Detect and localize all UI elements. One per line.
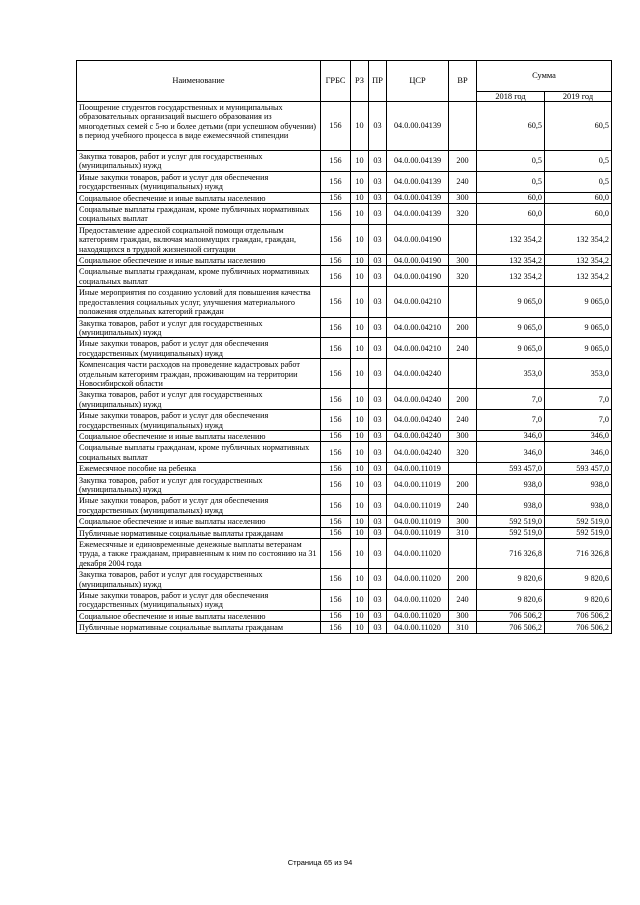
row-sum-2019: 706 506,2	[545, 610, 612, 621]
row-name: Закупка товаров, работ и услуг для государственных (муниципальных) нужд	[77, 569, 321, 590]
row-rz: 10	[351, 410, 369, 431]
row-name: Иные закупки товаров, работ и услуг для обеспечения государственных (муниципальных) нужд	[77, 338, 321, 359]
row-pr: 03	[369, 539, 387, 569]
row-vr: 320	[449, 442, 477, 463]
row-name: Социальные выплаты гражданам, кроме публичных нормативных социальных выплат	[77, 266, 321, 287]
row-grbs: 156	[321, 224, 351, 254]
row-pr: 03	[369, 338, 387, 359]
row-rz: 10	[351, 622, 369, 633]
row-vr: 200	[449, 317, 477, 338]
row-grbs: 156	[321, 266, 351, 287]
row-name: Социальные выплаты гражданам, кроме публичных нормативных социальных выплат	[77, 204, 321, 225]
row-rz: 10	[351, 569, 369, 590]
row-csr: 04.0.00.11019	[387, 516, 449, 527]
row-sum-2018: 346,0	[477, 442, 545, 463]
row-name: Закупка товаров, работ и услуг для государственных (муниципальных) нужд	[77, 151, 321, 172]
row-pr: 03	[369, 495, 387, 516]
row-sum-2019: 0,5	[545, 151, 612, 172]
table-row	[77, 287, 612, 317]
row-grbs: 156	[321, 389, 351, 410]
header-year-2018: 2018 год	[477, 92, 545, 102]
row-vr: 240	[449, 171, 477, 192]
table-row	[77, 359, 612, 389]
row-sum-2019: 592 519,0	[545, 516, 612, 527]
table-row	[77, 474, 612, 495]
row-name: Социальное обеспечение и иные выплаты населению	[77, 430, 321, 441]
row-csr: 04.0.00.11019	[387, 527, 449, 538]
row-grbs: 156	[321, 622, 351, 633]
row-name: Иные закупки товаров, работ и услуг для обеспечения государственных (муниципальных) нужд	[77, 171, 321, 192]
row-rz: 10	[351, 287, 369, 317]
row-sum-2019: 60,0	[545, 192, 612, 203]
row-vr: 310	[449, 622, 477, 633]
row-sum-2018: 938,0	[477, 474, 545, 495]
row-sum-2018: 938,0	[477, 495, 545, 516]
row-grbs: 156	[321, 442, 351, 463]
row-sum-2019: 132 354,2	[545, 224, 612, 254]
row-rz: 10	[351, 527, 369, 538]
row-pr: 03	[369, 569, 387, 590]
row-grbs: 156	[321, 317, 351, 338]
row-name: Компенсация части расходов на проведение кадастровых работ отдельным категориям граждан, проживающим на территории Новосибирской области	[77, 359, 321, 389]
table-row	[77, 204, 612, 225]
table-row	[77, 442, 612, 463]
row-vr	[449, 463, 477, 474]
row-name: Закупка товаров, работ и услуг для государственных (муниципальных) нужд	[77, 389, 321, 410]
header-vr: ВР	[449, 61, 477, 102]
row-sum-2019: 7,0	[545, 389, 612, 410]
row-sum-2019: 132 354,2	[545, 266, 612, 287]
row-rz: 10	[351, 359, 369, 389]
row-name: Социальное обеспечение и иные выплаты населению	[77, 516, 321, 527]
row-rz: 10	[351, 590, 369, 611]
row-pr: 03	[369, 102, 387, 151]
row-vr: 240	[449, 410, 477, 431]
row-rz: 10	[351, 224, 369, 254]
row-pr: 03	[369, 204, 387, 225]
table-row	[77, 430, 612, 441]
header-grbs: ГРБС	[321, 61, 351, 102]
budget-table-sheet	[76, 60, 611, 634]
table-row	[77, 151, 612, 172]
row-csr: 04.0.00.11020	[387, 569, 449, 590]
header-name: Наименование	[77, 61, 321, 102]
table-row	[77, 389, 612, 410]
row-name: Публичные нормативные социальные выплаты гражданам	[77, 622, 321, 633]
row-sum-2018: 592 519,0	[477, 516, 545, 527]
row-pr: 03	[369, 317, 387, 338]
row-pr: 03	[369, 359, 387, 389]
row-pr: 03	[369, 527, 387, 538]
table-row	[77, 192, 612, 203]
row-csr: 04.0.00.04210	[387, 338, 449, 359]
row-name: Иные закупки товаров, работ и услуг для обеспечения государственных (муниципальных) нужд	[77, 590, 321, 611]
row-name: Закупка товаров, работ и услуг для государственных (муниципальных) нужд	[77, 474, 321, 495]
row-vr: 240	[449, 495, 477, 516]
row-vr: 310	[449, 527, 477, 538]
row-rz: 10	[351, 539, 369, 569]
row-pr: 03	[369, 255, 387, 266]
row-sum-2018: 9 065,0	[477, 338, 545, 359]
row-rz: 10	[351, 151, 369, 172]
row-sum-2019: 593 457,0	[545, 463, 612, 474]
row-vr: 320	[449, 204, 477, 225]
row-grbs: 156	[321, 474, 351, 495]
row-sum-2018: 9 820,6	[477, 590, 545, 611]
row-vr: 240	[449, 338, 477, 359]
row-grbs: 156	[321, 171, 351, 192]
row-sum-2018: 60,0	[477, 192, 545, 203]
row-grbs: 156	[321, 516, 351, 527]
row-csr: 04.0.00.04139	[387, 151, 449, 172]
table-row	[77, 463, 612, 474]
row-csr: 04.0.00.04210	[387, 287, 449, 317]
row-sum-2019: 60,5	[545, 102, 612, 151]
row-rz: 10	[351, 442, 369, 463]
table-row	[77, 410, 612, 431]
row-sum-2018: 132 354,2	[477, 224, 545, 254]
row-pr: 03	[369, 151, 387, 172]
row-pr: 03	[369, 410, 387, 431]
row-sum-2019: 716 326,8	[545, 539, 612, 569]
row-vr: 240	[449, 590, 477, 611]
row-sum-2019: 346,0	[545, 442, 612, 463]
row-sum-2018: 9 820,6	[477, 569, 545, 590]
row-csr: 04.0.00.04240	[387, 430, 449, 441]
page-footer: Страница 65 из 94	[287, 858, 353, 867]
row-grbs: 156	[321, 430, 351, 441]
row-pr: 03	[369, 622, 387, 633]
row-csr: 04.0.00.04240	[387, 442, 449, 463]
row-name: Социальное обеспечение и иные выплаты населению	[77, 192, 321, 203]
row-grbs: 156	[321, 569, 351, 590]
row-name: Социальное обеспечение и иные выплаты населению	[77, 255, 321, 266]
row-vr: 320	[449, 266, 477, 287]
row-grbs: 156	[321, 151, 351, 172]
row-pr: 03	[369, 463, 387, 474]
table-row	[77, 539, 612, 569]
row-rz: 10	[351, 389, 369, 410]
row-grbs: 156	[321, 192, 351, 203]
row-pr: 03	[369, 192, 387, 203]
row-grbs: 156	[321, 539, 351, 569]
row-vr	[449, 224, 477, 254]
row-vr: 200	[449, 151, 477, 172]
row-grbs: 156	[321, 359, 351, 389]
row-name: Социальные выплаты гражданам, кроме публичных нормативных социальных выплат	[77, 442, 321, 463]
row-sum-2018: 9 065,0	[477, 317, 545, 338]
row-sum-2018: 706 506,2	[477, 610, 545, 621]
row-csr: 04.0.00.04190	[387, 224, 449, 254]
row-name: Предоставление адресной социальной помощи отдельным категориям граждан, включая малоимущих граждан, граждан, находящихся в трудной жизненной ситуации	[77, 224, 321, 254]
row-sum-2018: 60,0	[477, 204, 545, 225]
table-body	[77, 102, 612, 634]
row-vr	[449, 287, 477, 317]
row-rz: 10	[351, 338, 369, 359]
row-name: Публичные нормативные социальные выплаты гражданам	[77, 527, 321, 538]
row-sum-2019: 592 519,0	[545, 527, 612, 538]
row-grbs: 156	[321, 255, 351, 266]
row-sum-2019: 9 065,0	[545, 317, 612, 338]
row-sum-2018: 132 354,2	[477, 255, 545, 266]
row-sum-2018: 716 326,8	[477, 539, 545, 569]
row-name: Социальное обеспечение и иные выплаты населению	[77, 610, 321, 621]
header-rz: РЗ	[351, 61, 369, 102]
row-sum-2018: 593 457,0	[477, 463, 545, 474]
row-grbs: 156	[321, 590, 351, 611]
table-row	[77, 516, 612, 527]
row-pr: 03	[369, 590, 387, 611]
row-sum-2018: 353,0	[477, 359, 545, 389]
row-rz: 10	[351, 266, 369, 287]
row-grbs: 156	[321, 463, 351, 474]
row-pr: 03	[369, 474, 387, 495]
row-csr: 04.0.00.04139	[387, 102, 449, 151]
row-sum-2018: 60,5	[477, 102, 545, 151]
table-row	[77, 590, 612, 611]
table-row	[77, 102, 612, 151]
row-csr: 04.0.00.04240	[387, 410, 449, 431]
row-sum-2018: 0,5	[477, 171, 545, 192]
row-csr: 04.0.00.04190	[387, 266, 449, 287]
row-name: Ежемесячное пособие на ребенка	[77, 463, 321, 474]
row-grbs: 156	[321, 102, 351, 151]
row-sum-2018: 9 065,0	[477, 287, 545, 317]
row-sum-2018: 592 519,0	[477, 527, 545, 538]
row-rz: 10	[351, 610, 369, 621]
row-csr: 04.0.00.04240	[387, 359, 449, 389]
row-sum-2019: 9 065,0	[545, 338, 612, 359]
row-csr: 04.0.00.11019	[387, 463, 449, 474]
table-row	[77, 569, 612, 590]
row-sum-2018: 132 354,2	[477, 266, 545, 287]
row-pr: 03	[369, 389, 387, 410]
row-rz: 10	[351, 255, 369, 266]
row-csr: 04.0.00.11020	[387, 590, 449, 611]
row-vr: 300	[449, 516, 477, 527]
row-rz: 10	[351, 495, 369, 516]
header-year-2019: 2019 год	[545, 92, 612, 102]
row-sum-2019: 346,0	[545, 430, 612, 441]
row-sum-2019: 132 354,2	[545, 255, 612, 266]
row-sum-2018: 706 506,2	[477, 622, 545, 633]
row-sum-2018: 346,0	[477, 430, 545, 441]
row-grbs: 156	[321, 495, 351, 516]
table-row	[77, 171, 612, 192]
row-vr	[449, 359, 477, 389]
row-vr: 200	[449, 474, 477, 495]
row-csr: 04.0.00.11019	[387, 495, 449, 516]
table-row	[77, 622, 612, 633]
row-csr: 04.0.00.04139	[387, 171, 449, 192]
row-vr: 300	[449, 192, 477, 203]
table-row	[77, 255, 612, 266]
row-sum-2018: 0,5	[477, 151, 545, 172]
row-grbs: 156	[321, 610, 351, 621]
row-sum-2019: 9 065,0	[545, 287, 612, 317]
row-vr: 300	[449, 610, 477, 621]
row-name: Закупка товаров, работ и услуг для государственных (муниципальных) нужд	[77, 317, 321, 338]
row-grbs: 156	[321, 204, 351, 225]
budget-table	[76, 60, 612, 634]
row-sum-2019: 9 820,6	[545, 590, 612, 611]
row-vr: 300	[449, 255, 477, 266]
row-pr: 03	[369, 224, 387, 254]
table-row	[77, 224, 612, 254]
table-row	[77, 338, 612, 359]
row-grbs: 156	[321, 527, 351, 538]
row-sum-2019: 938,0	[545, 495, 612, 516]
row-csr: 04.0.00.11020	[387, 622, 449, 633]
row-csr: 04.0.00.04210	[387, 317, 449, 338]
table-row	[77, 527, 612, 538]
row-rz: 10	[351, 317, 369, 338]
row-vr: 200	[449, 569, 477, 590]
row-rz: 10	[351, 516, 369, 527]
header-csr: ЦСР	[387, 61, 449, 102]
row-sum-2019: 938,0	[545, 474, 612, 495]
row-rz: 10	[351, 192, 369, 203]
row-pr: 03	[369, 610, 387, 621]
row-pr: 03	[369, 516, 387, 527]
row-rz: 10	[351, 204, 369, 225]
header-pr: ПР	[369, 61, 387, 102]
row-pr: 03	[369, 442, 387, 463]
row-name: Иные закупки товаров, работ и услуг для обеспечения государственных (муниципальных) нужд	[77, 410, 321, 431]
row-vr: 200	[449, 389, 477, 410]
row-csr: 04.0.00.04240	[387, 389, 449, 410]
row-name: Поощрение студентов государственных и муниципальных образовательных организаций высшего образования из многодетных семей с 5-ю и более детьми (при успешном обучении) в период учебного процесса в виде ежемесячной стипендии	[77, 102, 321, 151]
row-vr: 300	[449, 430, 477, 441]
row-grbs: 156	[321, 287, 351, 317]
row-csr: 04.0.00.11019	[387, 474, 449, 495]
row-pr: 03	[369, 171, 387, 192]
row-sum-2019: 7,0	[545, 410, 612, 431]
row-sum-2019: 60,0	[545, 204, 612, 225]
row-grbs: 156	[321, 410, 351, 431]
table-row	[77, 266, 612, 287]
row-pr: 03	[369, 266, 387, 287]
table-row	[77, 610, 612, 621]
row-vr	[449, 539, 477, 569]
row-sum-2018: 7,0	[477, 410, 545, 431]
row-rz: 10	[351, 463, 369, 474]
row-name: Иные закупки товаров, работ и услуг для обеспечения государственных (муниципальных) нужд	[77, 495, 321, 516]
row-vr	[449, 102, 477, 151]
row-name: Иные мероприятия по созданию условий для повышения качества предоставления социальных услуг, улучшения материального положения отдельных категорий граждан	[77, 287, 321, 317]
row-rz: 10	[351, 430, 369, 441]
row-rz: 10	[351, 474, 369, 495]
header-sum: Сумма	[477, 61, 612, 92]
row-sum-2019: 0,5	[545, 171, 612, 192]
row-rz: 10	[351, 102, 369, 151]
row-csr: 04.0.00.04139	[387, 204, 449, 225]
row-sum-2018: 7,0	[477, 389, 545, 410]
row-grbs: 156	[321, 338, 351, 359]
row-name: Ежемесячные и единовременные денежные выплаты ветеранам труда, а также гражданам, приравненным к ним по состоянию на 31 декабря 2004 года	[77, 539, 321, 569]
table-row	[77, 495, 612, 516]
row-rz: 10	[351, 171, 369, 192]
table-row	[77, 317, 612, 338]
row-csr: 04.0.00.11020	[387, 610, 449, 621]
row-sum-2019: 9 820,6	[545, 569, 612, 590]
row-pr: 03	[369, 287, 387, 317]
row-csr: 04.0.00.04139	[387, 192, 449, 203]
row-pr: 03	[369, 430, 387, 441]
row-sum-2019: 353,0	[545, 359, 612, 389]
row-csr: 04.0.00.11020	[387, 539, 449, 569]
row-sum-2019: 706 506,2	[545, 622, 612, 633]
row-csr: 04.0.00.04190	[387, 255, 449, 266]
